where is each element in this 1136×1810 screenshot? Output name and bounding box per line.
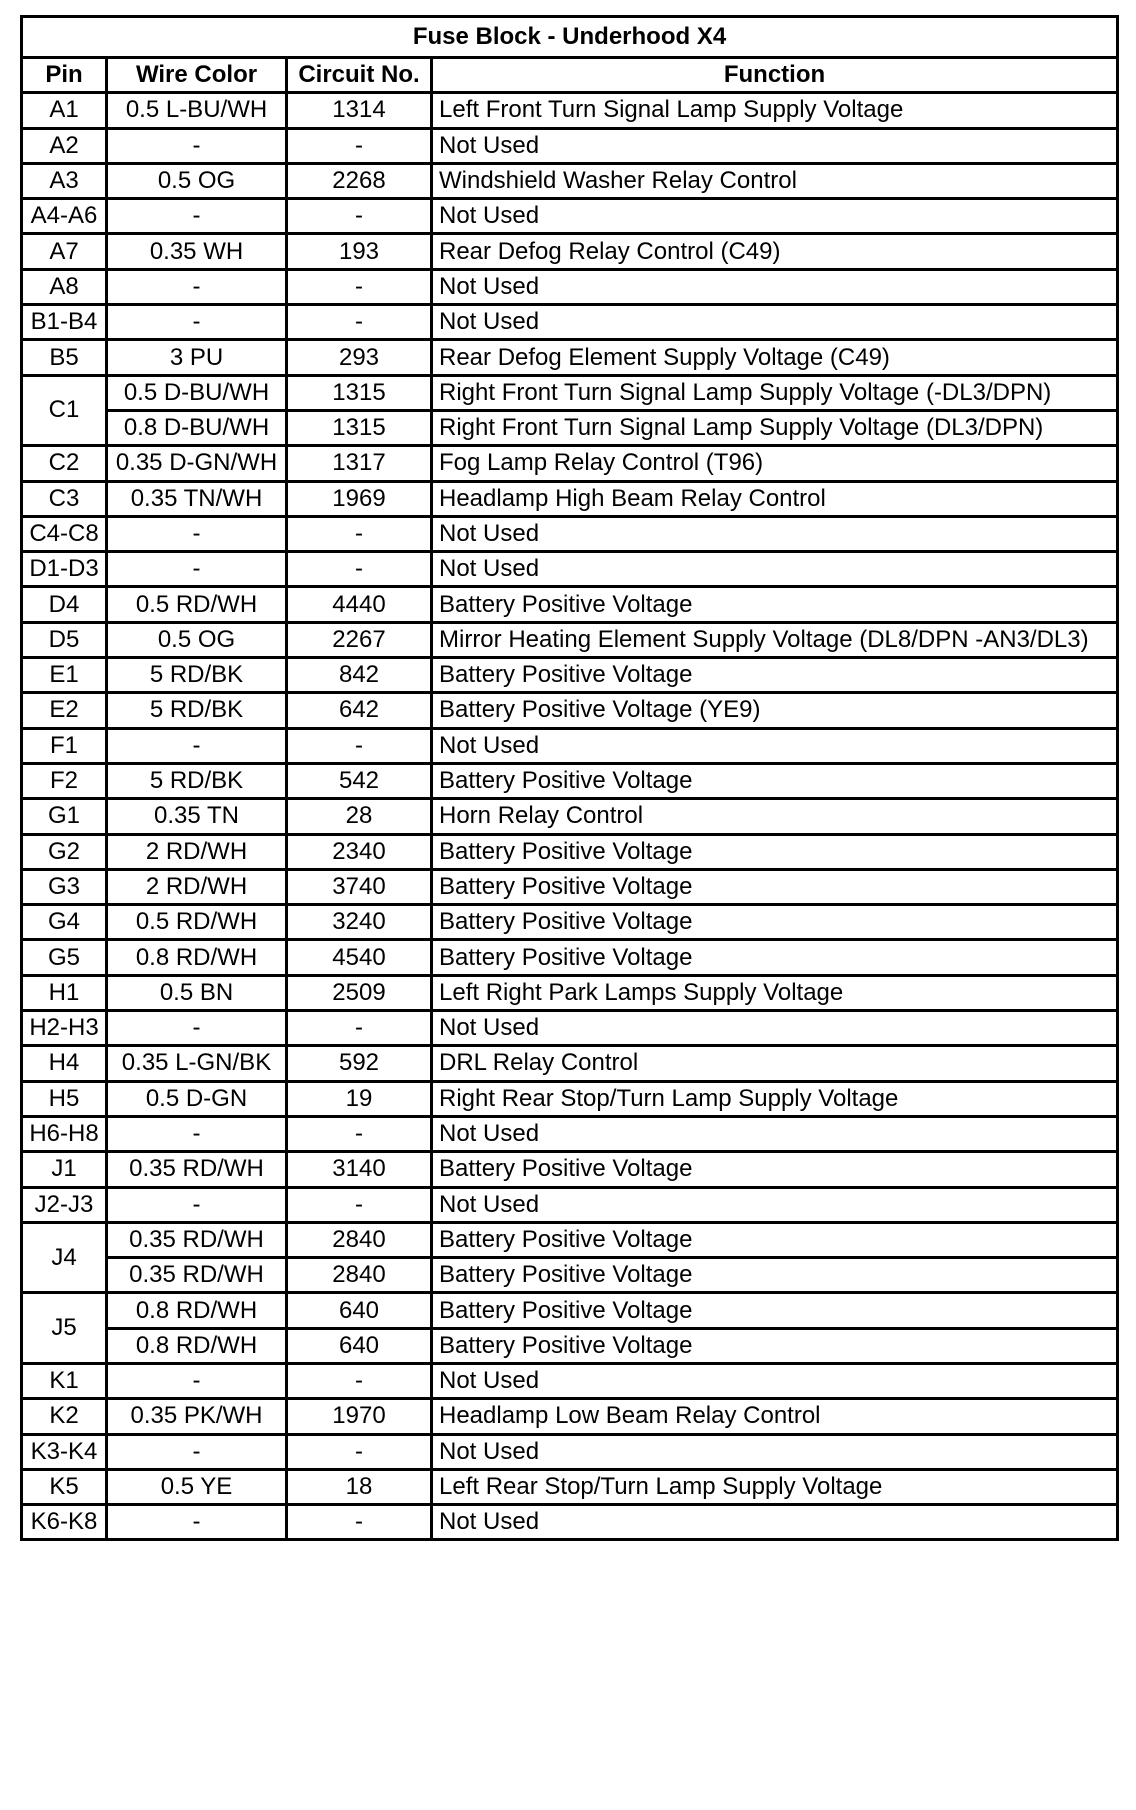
wire-color-cell: 0.8 D-BU/WH	[107, 410, 287, 445]
circuit-no-cell: 842	[287, 658, 432, 693]
function-cell: Left Front Turn Signal Lamp Supply Voltage	[432, 93, 1118, 128]
function-cell: Rear Defog Relay Control (C49)	[432, 234, 1118, 269]
function-cell: Battery Positive Voltage	[432, 1328, 1118, 1363]
fuse-block-table	[20, 15, 1119, 1541]
table-row	[22, 269, 1118, 304]
function-cell: DRL Relay Control	[432, 1046, 1118, 1081]
circuit-no-cell: -	[287, 1187, 432, 1222]
circuit-no-cell: 2268	[287, 163, 432, 198]
pin-cell: H6-H8	[22, 1116, 107, 1151]
function-cell: Not Used	[432, 269, 1118, 304]
circuit-no-cell: -	[287, 728, 432, 763]
pin-cell: K2	[22, 1399, 107, 1434]
pin-cell: K5	[22, 1469, 107, 1504]
pin-cell: H4	[22, 1046, 107, 1081]
table-row	[22, 1363, 1118, 1398]
circuit-no-cell: -	[287, 1505, 432, 1540]
function-cell: Battery Positive Voltage	[432, 1293, 1118, 1328]
header-function: Function	[432, 58, 1118, 93]
wire-color-cell: -	[107, 269, 287, 304]
circuit-no-cell: 1970	[287, 1399, 432, 1434]
pin-cell: D5	[22, 622, 107, 657]
table-row	[22, 340, 1118, 375]
function-cell: Not Used	[432, 1187, 1118, 1222]
table-row	[22, 1258, 1118, 1293]
pin-cell: G3	[22, 869, 107, 904]
function-cell: Not Used	[432, 305, 1118, 340]
table-row	[22, 1187, 1118, 1222]
table-row	[22, 1399, 1118, 1434]
table-row	[22, 234, 1118, 269]
circuit-no-cell: -	[287, 305, 432, 340]
wire-color-cell: 0.5 OG	[107, 163, 287, 198]
circuit-no-cell: 1314	[287, 93, 432, 128]
circuit-no-cell: 4440	[287, 587, 432, 622]
function-cell: Battery Positive Voltage	[432, 1222, 1118, 1257]
function-cell: Not Used	[432, 199, 1118, 234]
circuit-no-cell: -	[287, 1434, 432, 1469]
wire-color-cell: -	[107, 552, 287, 587]
circuit-no-cell: 3740	[287, 869, 432, 904]
table-row	[22, 93, 1118, 128]
circuit-no-cell: 642	[287, 693, 432, 728]
pin-cell: B1-B4	[22, 305, 107, 340]
wire-color-cell: -	[107, 199, 287, 234]
fuse-block-table-container	[20, 15, 1116, 1541]
wire-color-cell: 0.35 RD/WH	[107, 1258, 287, 1293]
circuit-no-cell: 2267	[287, 622, 432, 657]
pin-cell: A1	[22, 93, 107, 128]
wire-color-cell: 2 RD/WH	[107, 834, 287, 869]
table-row	[22, 1434, 1118, 1469]
wire-color-cell: 0.35 TN	[107, 799, 287, 834]
pin-cell: J5	[22, 1293, 107, 1364]
table-row	[22, 1011, 1118, 1046]
function-cell: Mirror Heating Element Supply Voltage (DL8/DPN -AN3/DL3)	[432, 622, 1118, 657]
wire-color-cell: -	[107, 305, 287, 340]
function-cell: Battery Positive Voltage	[432, 658, 1118, 693]
pin-cell: C4-C8	[22, 516, 107, 551]
function-cell: Rear Defog Element Supply Voltage (C49)	[432, 340, 1118, 375]
table-row	[22, 1046, 1118, 1081]
pin-cell: H5	[22, 1081, 107, 1116]
pin-cell: F2	[22, 763, 107, 798]
wire-color-cell: -	[107, 1011, 287, 1046]
table-row	[22, 1081, 1118, 1116]
function-cell: Headlamp High Beam Relay Control	[432, 481, 1118, 516]
pin-cell: B5	[22, 340, 107, 375]
pin-cell: G5	[22, 940, 107, 975]
function-cell: Not Used	[432, 1505, 1118, 1540]
table-row	[22, 940, 1118, 975]
table-row	[22, 728, 1118, 763]
circuit-no-cell: 2840	[287, 1258, 432, 1293]
table-row	[22, 799, 1118, 834]
function-cell: Battery Positive Voltage	[432, 1152, 1118, 1187]
pin-cell: K6-K8	[22, 1505, 107, 1540]
wire-color-cell: 0.35 WH	[107, 234, 287, 269]
table-row	[22, 834, 1118, 869]
function-cell: Battery Positive Voltage	[432, 940, 1118, 975]
function-cell: Not Used	[432, 516, 1118, 551]
table-row	[22, 869, 1118, 904]
function-cell: Battery Positive Voltage	[432, 905, 1118, 940]
circuit-no-cell: 1315	[287, 410, 432, 445]
pin-cell: J4	[22, 1222, 107, 1293]
pin-cell: G1	[22, 799, 107, 834]
wire-color-cell: 0.8 RD/WH	[107, 1328, 287, 1363]
circuit-no-cell: 1317	[287, 446, 432, 481]
header-row	[22, 58, 1118, 93]
wire-color-cell: -	[107, 128, 287, 163]
wire-color-cell: 0.35 L-GN/BK	[107, 1046, 287, 1081]
pin-cell: E1	[22, 658, 107, 693]
circuit-no-cell: 542	[287, 763, 432, 798]
wire-color-cell: 0.5 OG	[107, 622, 287, 657]
wire-color-cell: 5 RD/BK	[107, 763, 287, 798]
pin-cell: G4	[22, 905, 107, 940]
pin-cell: J2-J3	[22, 1187, 107, 1222]
circuit-no-cell: 3240	[287, 905, 432, 940]
circuit-no-cell: 2840	[287, 1222, 432, 1257]
circuit-no-cell: 1969	[287, 481, 432, 516]
function-cell: Battery Positive Voltage	[432, 869, 1118, 904]
circuit-no-cell: 640	[287, 1328, 432, 1363]
pin-cell: F1	[22, 728, 107, 763]
pin-cell: A8	[22, 269, 107, 304]
table-row	[22, 375, 1118, 410]
circuit-no-cell: 18	[287, 1469, 432, 1504]
table-row	[22, 128, 1118, 163]
title-row	[22, 17, 1118, 58]
function-cell: Not Used	[432, 1434, 1118, 1469]
table-row	[22, 552, 1118, 587]
circuit-no-cell: -	[287, 1116, 432, 1151]
table-row	[22, 1505, 1118, 1540]
function-cell: Battery Positive Voltage	[432, 763, 1118, 798]
table-row	[22, 1328, 1118, 1363]
table-row	[22, 446, 1118, 481]
pin-cell: A3	[22, 163, 107, 198]
pin-cell: K3-K4	[22, 1434, 107, 1469]
pin-cell: J1	[22, 1152, 107, 1187]
table-row	[22, 163, 1118, 198]
function-cell: Fog Lamp Relay Control (T96)	[432, 446, 1118, 481]
wire-color-cell: 0.8 RD/WH	[107, 940, 287, 975]
pin-cell: D1-D3	[22, 552, 107, 587]
table-row	[22, 905, 1118, 940]
circuit-no-cell: 19	[287, 1081, 432, 1116]
function-cell: Left Right Park Lamps Supply Voltage	[432, 975, 1118, 1010]
pin-cell: C1	[22, 375, 107, 446]
table-row	[22, 975, 1118, 1010]
pin-cell: A4-A6	[22, 199, 107, 234]
wire-color-cell: 3 PU	[107, 340, 287, 375]
function-cell: Not Used	[432, 1011, 1118, 1046]
pin-cell: A7	[22, 234, 107, 269]
wire-color-cell: 0.5 BN	[107, 975, 287, 1010]
wire-color-cell: 0.5 D-GN	[107, 1081, 287, 1116]
function-cell: Battery Positive Voltage	[432, 1258, 1118, 1293]
circuit-no-cell: 2509	[287, 975, 432, 1010]
function-cell: Headlamp Low Beam Relay Control	[432, 1399, 1118, 1434]
circuit-no-cell: 293	[287, 340, 432, 375]
wire-color-cell: 5 RD/BK	[107, 658, 287, 693]
table-row	[22, 1469, 1118, 1504]
wire-color-cell: -	[107, 516, 287, 551]
circuit-no-cell: 193	[287, 234, 432, 269]
wire-color-cell: -	[107, 1505, 287, 1540]
wire-color-cell: 0.5 D-BU/WH	[107, 375, 287, 410]
function-cell: Not Used	[432, 1363, 1118, 1398]
circuit-no-cell: 4540	[287, 940, 432, 975]
pin-cell: K1	[22, 1363, 107, 1398]
circuit-no-cell: 640	[287, 1293, 432, 1328]
function-cell: Right Front Turn Signal Lamp Supply Voltage (-DL3/DPN)	[432, 375, 1118, 410]
function-cell: Not Used	[432, 1116, 1118, 1151]
table-row	[22, 199, 1118, 234]
wire-color-cell: 0.35 PK/WH	[107, 1399, 287, 1434]
wire-color-cell: 0.35 RD/WH	[107, 1222, 287, 1257]
wire-color-cell: 0.8 RD/WH	[107, 1293, 287, 1328]
function-cell: Windshield Washer Relay Control	[432, 163, 1118, 198]
wire-color-cell: -	[107, 1363, 287, 1398]
function-cell: Battery Positive Voltage	[432, 587, 1118, 622]
wire-color-cell: -	[107, 1434, 287, 1469]
circuit-no-cell: 2340	[287, 834, 432, 869]
table-row	[22, 1293, 1118, 1328]
table-row	[22, 587, 1118, 622]
circuit-no-cell: -	[287, 1011, 432, 1046]
table-row	[22, 410, 1118, 445]
table-row	[22, 622, 1118, 657]
header-circuit-no: Circuit No.	[287, 58, 432, 93]
wire-color-cell: 0.5 L-BU/WH	[107, 93, 287, 128]
table-body	[22, 93, 1118, 1540]
circuit-no-cell: 592	[287, 1046, 432, 1081]
wire-color-cell: 0.5 YE	[107, 1469, 287, 1504]
function-cell: Right Rear Stop/Turn Lamp Supply Voltage	[432, 1081, 1118, 1116]
table-row	[22, 1152, 1118, 1187]
table-row	[22, 763, 1118, 798]
wire-color-cell: -	[107, 728, 287, 763]
function-cell: Right Front Turn Signal Lamp Supply Voltage (DL3/DPN)	[432, 410, 1118, 445]
wire-color-cell: 0.35 D-GN/WH	[107, 446, 287, 481]
pin-cell: C2	[22, 446, 107, 481]
function-cell: Not Used	[432, 128, 1118, 163]
pin-cell: D4	[22, 587, 107, 622]
function-cell: Horn Relay Control	[432, 799, 1118, 834]
wire-color-cell: 0.35 RD/WH	[107, 1152, 287, 1187]
circuit-no-cell: -	[287, 516, 432, 551]
pin-cell: G2	[22, 834, 107, 869]
function-cell: Left Rear Stop/Turn Lamp Supply Voltage	[432, 1469, 1118, 1504]
circuit-no-cell: -	[287, 552, 432, 587]
pin-cell: A2	[22, 128, 107, 163]
wire-color-cell: 0.5 RD/WH	[107, 905, 287, 940]
pin-cell: H2-H3	[22, 1011, 107, 1046]
table-row	[22, 1222, 1118, 1257]
function-cell: Not Used	[432, 552, 1118, 587]
pin-cell: C3	[22, 481, 107, 516]
wire-color-cell: 0.5 RD/WH	[107, 587, 287, 622]
pin-cell: H1	[22, 975, 107, 1010]
circuit-no-cell: -	[287, 269, 432, 304]
table-row	[22, 658, 1118, 693]
circuit-no-cell: -	[287, 128, 432, 163]
pin-cell: E2	[22, 693, 107, 728]
wire-color-cell: -	[107, 1116, 287, 1151]
circuit-no-cell: 1315	[287, 375, 432, 410]
wire-color-cell: 2 RD/WH	[107, 869, 287, 904]
circuit-no-cell: 3140	[287, 1152, 432, 1187]
wire-color-cell: 5 RD/BK	[107, 693, 287, 728]
wire-color-cell: 0.35 TN/WH	[107, 481, 287, 516]
table-row	[22, 516, 1118, 551]
table-row	[22, 305, 1118, 340]
header-wire-color: Wire Color	[107, 58, 287, 93]
table-title: Fuse Block - Underhood X4	[22, 17, 1118, 58]
circuit-no-cell: -	[287, 1363, 432, 1398]
function-cell: Battery Positive Voltage	[432, 834, 1118, 869]
header-pin: Pin	[22, 58, 107, 93]
table-row	[22, 1116, 1118, 1151]
circuit-no-cell: 28	[287, 799, 432, 834]
wire-color-cell: -	[107, 1187, 287, 1222]
table-row	[22, 693, 1118, 728]
circuit-no-cell: -	[287, 199, 432, 234]
table-row	[22, 481, 1118, 516]
function-cell: Battery Positive Voltage (YE9)	[432, 693, 1118, 728]
function-cell: Not Used	[432, 728, 1118, 763]
